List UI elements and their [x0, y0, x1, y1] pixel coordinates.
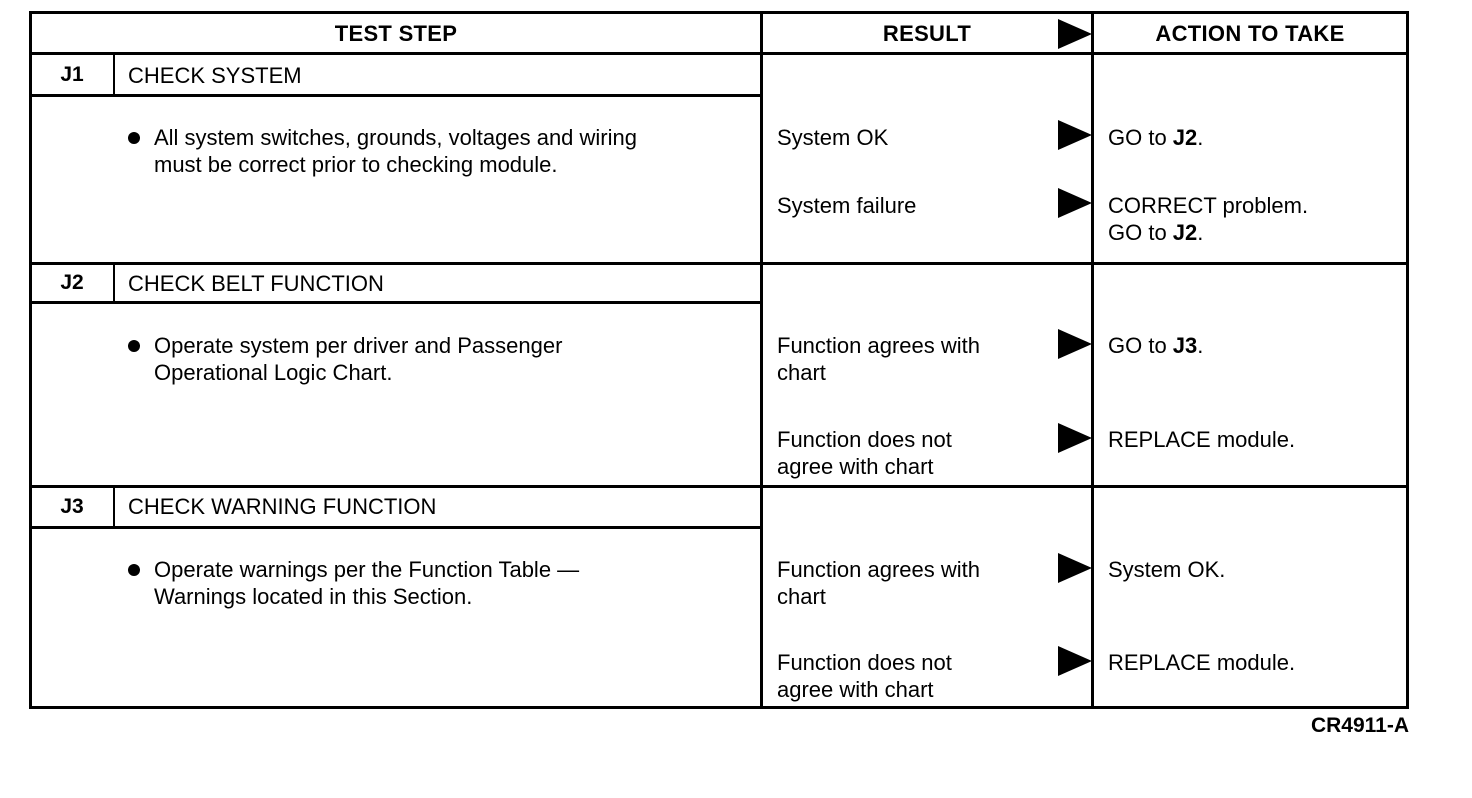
action-j2-agrees: GO to J3. [1108, 333, 1204, 358]
column-divider-result [760, 14, 763, 706]
instruction-line: Operational Logic Chart. [154, 360, 393, 385]
result-j2-disagrees: Function does not agree with chart [777, 427, 952, 479]
arrow-right-icon [1058, 329, 1092, 359]
arrow-right-icon [1058, 188, 1092, 218]
instruction-line: must be correct prior to checking module. [154, 152, 558, 177]
header-test-step: TEST STEP [334, 21, 458, 46]
step-divider-j1-j2 [32, 262, 1406, 265]
action-j2-disagrees: REPLACE module. [1108, 427, 1296, 452]
header-arrow-icon [1058, 19, 1092, 49]
step-id-j1: J1 [60, 63, 84, 86]
header-action: ACTION TO TAKE [1155, 21, 1345, 46]
step-title-j2: CHECK BELT FUNCTION [128, 271, 384, 296]
step-title-divider-j2 [32, 301, 760, 304]
diagnostic-table [29, 11, 1409, 709]
step-title-divider-j1 [32, 94, 760, 97]
instruction-j1 [128, 124, 748, 178]
instruction-line: All system switches, grounds, voltages and wiring [154, 125, 637, 150]
column-divider-action [1091, 14, 1094, 706]
header-result: RESULT [882, 21, 972, 46]
action-j1-ok: GO to J2. [1108, 125, 1204, 150]
header-divider [32, 52, 1406, 55]
arrow-right-icon [1058, 646, 1092, 676]
action-j3-agrees: System OK. [1108, 557, 1226, 582]
step-id-j2: J2 [60, 271, 84, 294]
result-j1-ok: System OK [777, 125, 889, 150]
figure-reference: CR4911-A [1310, 714, 1409, 737]
step-title-j3: CHECK WARNING FUNCTION [128, 494, 437, 519]
instruction-j2 [128, 332, 748, 386]
bullet-icon [128, 132, 140, 144]
arrow-right-icon [1058, 553, 1092, 583]
step-id-j3: J3 [60, 495, 84, 518]
bullet-icon [128, 340, 140, 352]
instruction-line: Operate system per driver and Passenger [154, 333, 563, 358]
result-j3-disagrees: Function does not agree with chart [777, 650, 952, 702]
action-j1-failure: CORRECT problem. GO to J2. [1108, 193, 1309, 245]
step-title-divider-j3 [32, 526, 760, 529]
result-j3-agrees: Function agrees with chart [777, 557, 980, 609]
arrow-right-icon [1058, 423, 1092, 453]
bullet-icon [128, 564, 140, 576]
step-title-j1: CHECK SYSTEM [128, 63, 302, 88]
result-j1-failure: System failure [777, 193, 917, 218]
instruction-line: Operate warnings per the Function Table — [154, 557, 580, 582]
arrow-right-icon [1058, 120, 1092, 150]
instruction-j3 [128, 556, 748, 610]
instruction-line: Warnings located in this Section. [154, 584, 473, 609]
result-j2-agrees: Function agrees with chart [777, 333, 980, 385]
action-j3-disagrees: REPLACE module. [1108, 650, 1296, 675]
step-divider-j2-j3 [32, 485, 1406, 488]
